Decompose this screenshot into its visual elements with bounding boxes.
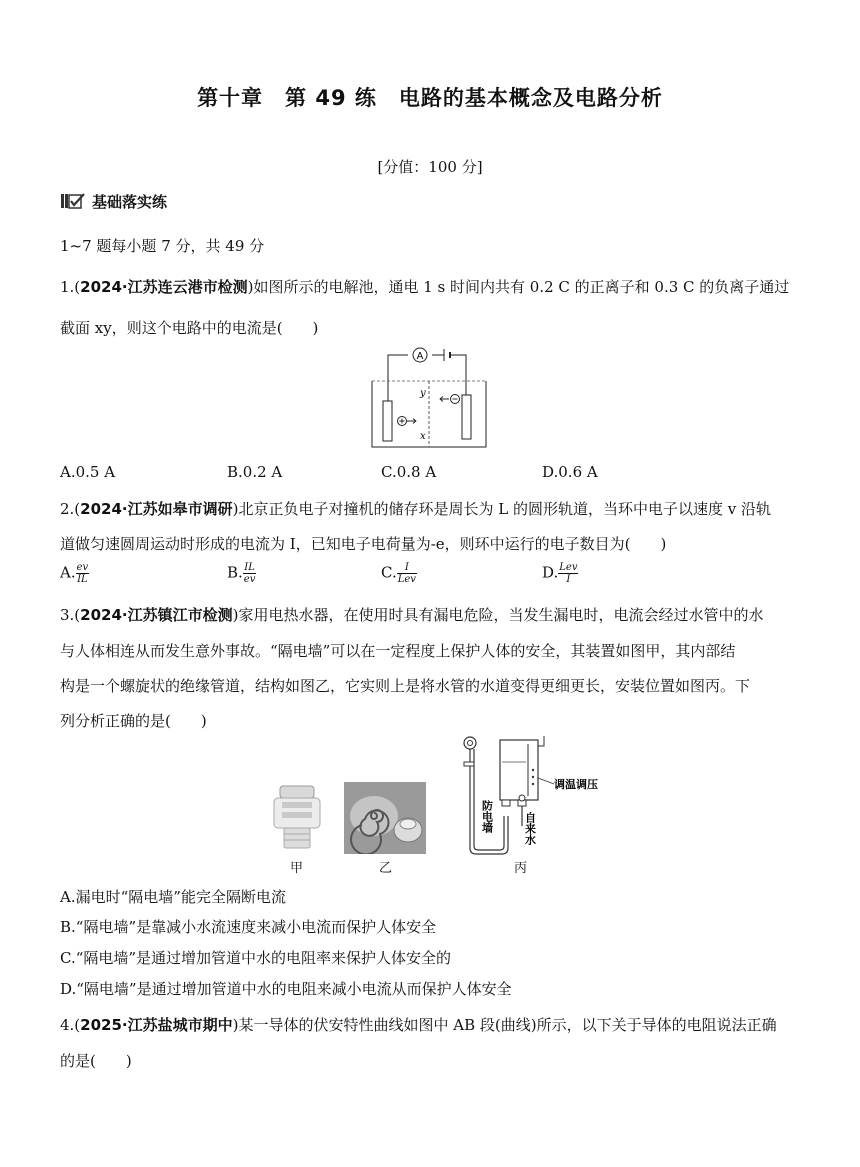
q1-line-2: 截面 xy，则这个电路中的电流是( ) (60, 319, 319, 337)
section-header (60, 190, 167, 212)
q2-number: 2.( (60, 500, 81, 518)
q1-number: 1.( (60, 278, 81, 296)
q3-line-4: 列分析正确的是( ) (60, 712, 207, 730)
q3-source: 2024·江苏镇江市检测 (80, 606, 233, 624)
section-label: 基础落实练 (92, 192, 168, 211)
figure-yi-spiral-structure (344, 782, 426, 854)
q3-option-c[interactable]: C.“隔电墙”是通过增加管道中水的电阻率来保护人体安全的 (60, 949, 452, 967)
q1-source: 2024·江苏连云港市检测 (80, 278, 248, 296)
q4-source: 2025·江苏盐城市期中 (80, 1016, 233, 1034)
q2-source: 2024·江苏如皋市调研 (80, 500, 233, 518)
q3-option-b[interactable]: B.“隔电墙”是靠减小水流速度来减小电流而保护人体安全 (60, 918, 437, 936)
q2-text: )北京正负电子对撞机的储存环是周长为 L 的圆形轨道，当环中电子以速度 v 沿轨 (232, 500, 771, 518)
q3-option-d[interactable]: D.“隔电墙”是通过增加管道中水的电阻来减小电流从而保护人体安全 (60, 980, 512, 998)
label-wall: 防电墙 (480, 800, 494, 833)
section-instruction: 1~7 题每小题 7 分，共 49 分 (60, 237, 265, 255)
q2-line-1 (60, 498, 771, 519)
q2-option-b[interactable]: B. $\frac{IL}{ev}$ (227, 562, 256, 585)
q2-option-d[interactable]: D. $\frac{\text{Lev}}{I}$ (542, 562, 578, 585)
q1-option-c[interactable]: C.0.8 A (381, 463, 437, 481)
label-y: y (420, 388, 426, 399)
q1-line-1 (60, 276, 789, 297)
q3-number: 3.( (60, 606, 81, 624)
q1-option-d[interactable]: D.0.6 A (542, 463, 598, 481)
label-adjust: 调温调压 (554, 778, 598, 791)
label-tap: 自来水 (523, 812, 537, 845)
q3-line-2: 与人体相连从而发生意外事故。“隔电墙”可以在一定程度上保护人体的安全，其装置如图甲，其内部结 (60, 642, 736, 660)
q1-option-a[interactable]: A.0.5 A (60, 463, 116, 481)
left-electrode (383, 401, 392, 441)
q4-line-1 (60, 1014, 777, 1035)
q3-line-1 (60, 604, 763, 625)
figure-bing-label: 丙 (514, 861, 528, 876)
score-label: [分值：100 分] (377, 158, 483, 176)
q2-option-a[interactable]: A. $\frac{ev}{IL}$ (60, 562, 89, 585)
q2-line-2: 道做匀速圆周运动时形成的电流为 I，已知电子电荷量为-e，则环中运行的电子数目为( ) (60, 535, 667, 553)
q3-option-a[interactable]: A.漏电时“隔电墙”能完全隔断电流 (60, 888, 286, 906)
ammeter-label: A (416, 351, 424, 362)
q2-option-c[interactable]: C. $\frac{I}{\text{Lev}}$ (381, 562, 416, 585)
electrolysis-cell-figure (368, 343, 494, 453)
figure-jia-isolation-wall-device (268, 784, 326, 854)
page-title: 第十章 第 49 练 电路的基本概念及电路分析 (197, 86, 663, 110)
figure-jia-label: 甲 (290, 861, 304, 876)
right-electrode (462, 395, 471, 439)
q4-line-2: 的是( ) (60, 1052, 132, 1070)
q4-number: 4.( (60, 1016, 81, 1034)
q3-line-3: 构是一个螺旋状的绝缘管道，结构如图乙，它实则上是将水管的水道变得更细更长，安装位置如图丙。下 (60, 677, 751, 695)
q1-option-b[interactable]: B.0.2 A (227, 463, 283, 481)
figure-yi-label: 乙 (379, 861, 393, 876)
q3-text: )家用电热水器，在使用时具有漏电危险，当发生漏电时，电流会经过水管中的水 (232, 606, 764, 624)
checklist-icon (60, 192, 86, 210)
q4-text: )某一导体的伏安特性曲线如图中 AB 段(曲线)所示，以下关于导体的电阻说法正确 (232, 1016, 777, 1034)
label-x: x (420, 431, 426, 442)
q1-text: )如图所示的电解池，通电 1 s 时间内共有 0.2 C 的正离子和 0.3 C 的负离子通过 (247, 278, 790, 296)
figure-bing-installation-diagram (458, 734, 598, 856)
